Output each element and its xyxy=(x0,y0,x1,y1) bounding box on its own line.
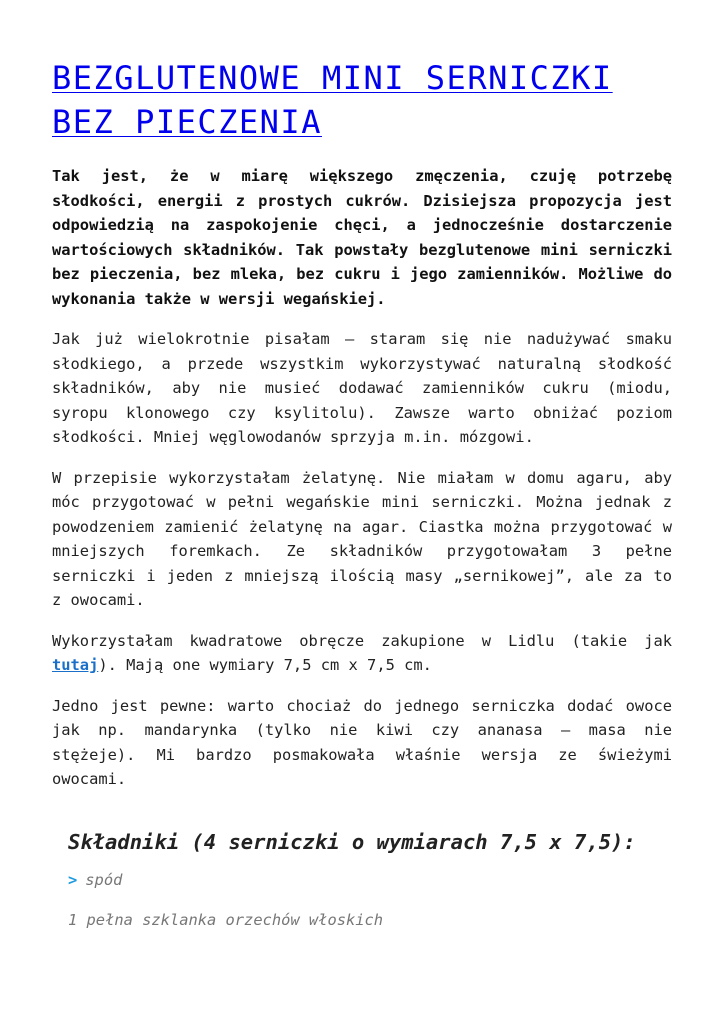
chevron-right-icon: > xyxy=(68,870,78,889)
article-paragraph-4: Jedno jest pewne: warto chociaż do jednego serniczka dodać owoce jak np. mandarynka (tylko nie kiwi czy ananasa – masa nie stężeje). Mi bardzo posmakowała właśnie wersja ze świeżymi owocami. xyxy=(52,696,672,788)
article-paragraph-3 xyxy=(52,629,672,678)
article-paragraph-1: Jak już wielokrotnie pisałam – staram się nie nadużywać smaku słodkiego, a przede wszystkim wykorzystywać naturalną słodkość składników, aby nie musieć dodawać zamienników cukru (miodu, syropu klonowego czy ksylitolu). Zawsze warto obniżać poziom słodkości. Mniej węglowodanów sprzyja m.in. mózgowi. xyxy=(52,330,672,446)
ingredients-section-spod xyxy=(68,868,672,892)
article-intro: Tak jest, że w miarę większego zmęczenia, czuję potrzebę słodkości, energii z prostych cukrów. Dzisiejsza propozycja jest odpowiedzią na zaspokojenie chęci, a jednocześnie dostarczenie wartościowych składników. Tak powstały bezglutenowe mini serniczki bez pieczenia, bez mleka, bez cukru i jego zamienników. Możliwe do wykonania także w wersji wegańskiej. xyxy=(52,167,672,308)
ingredients-heading: Składniki (4 serniczki o wymiarach 7,5 x 7,5): xyxy=(68,829,636,854)
ingredients-section-label: spód xyxy=(85,870,123,889)
tutaj-link[interactable]: tutaj xyxy=(52,656,99,674)
article-paragraph-2: W przepisie wykorzystałam żelatynę. Nie miałam w domu agaru, aby móc przygotować w pełni wegańskie mini serniczki. Można jednak z powodzeniem zamienić żelatynę na agar. Ciastka można przygotować w mniejszych foremkach. Ze składników przygotowałam 3 pełne serniczki i jeden z mniejszą ilością masy „sernikowej”, ale za to z owocami. xyxy=(52,468,672,609)
paragraph-3-text-after: ). Mają one wymiary 7,5 cm x 7,5 cm. xyxy=(98,656,432,674)
article xyxy=(52,56,672,932)
ingredient-item: 1 pełna szklanka orzechów włoskich xyxy=(68,910,384,929)
article-title-link[interactable]: BEZGLUTENOWE MINI SERNICZKI BEZ PIECZENIA xyxy=(52,59,613,141)
article-title xyxy=(52,56,672,144)
paragraph-3-text-before: Wykorzystałam kwadratowe obręcze zakupione w Lidlu (takie jak xyxy=(52,631,672,650)
